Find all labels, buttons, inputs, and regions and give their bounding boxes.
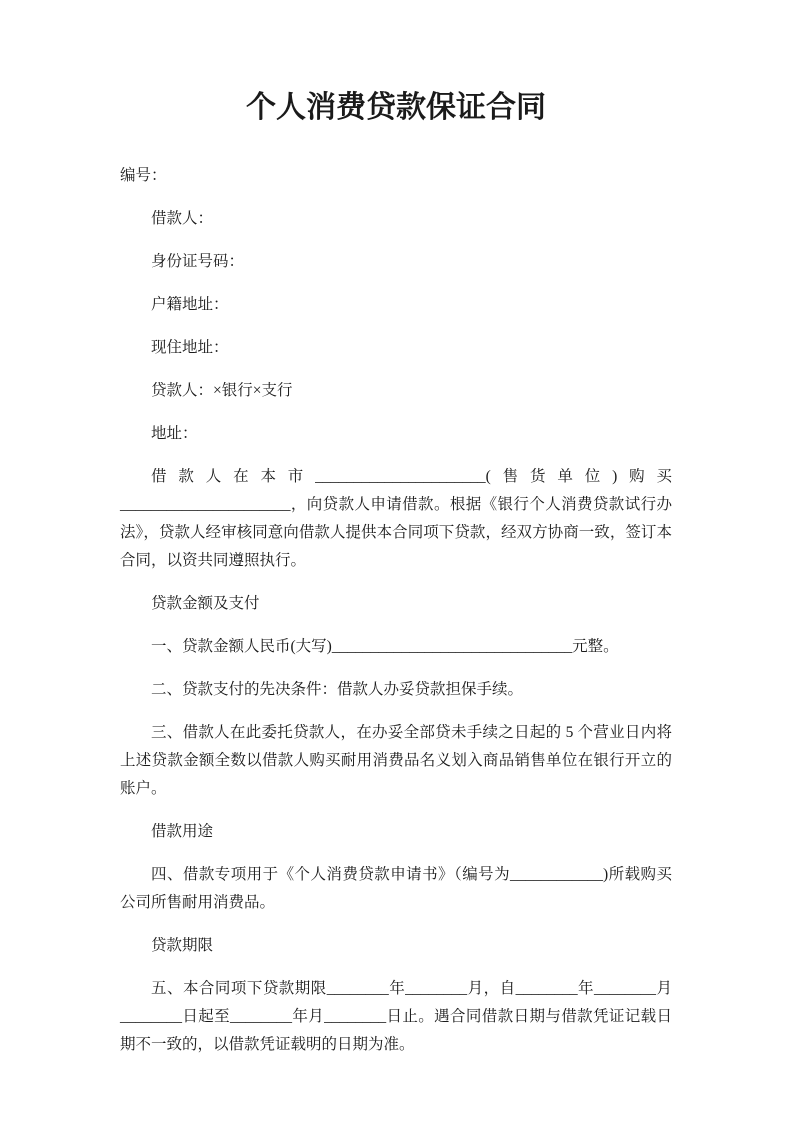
party-current-address-field: 现住地址： [151, 339, 229, 356]
clause-2-payment-precondition: 二、贷款支付的先决条件：借款人办妥贷款担保手续。 [151, 681, 524, 698]
clause-1-loan-amount: 一、贷款金额人民币(大写)_______________________________元整。 [151, 638, 619, 655]
party-id-number-field: 身份证号码： [151, 253, 245, 270]
contract-number-field: 编号： [120, 167, 167, 184]
party-registered-address-field: 户籍地址： [151, 296, 229, 313]
clause-3-transfer-instruction: 三、借款人在此委托贷款人，在办妥全部贷未手续之日起的 5 个营业日内将上述贷款金额全数以借款人购买耐用消费品名义划入商品销售单位在银行开立的账户。 [120, 724, 672, 797]
section-heading-loan-purpose: 借款用途 [151, 823, 214, 840]
party-lender-address-field: 地址： [151, 425, 198, 442]
party-borrower-field: 借款人： [151, 210, 214, 227]
clause-5-loan-term: 五、本合同项下贷款期限________年________月，自________年________月________日起至________年月________日止。遇合同借款日期与借款凭证记载日期不一致的，以借款凭证载明的日期为准。 [120, 980, 672, 1053]
section-heading-loan-term: 贷款期限 [151, 937, 214, 954]
party-lender-field: 贷款人：×银行×支行 [151, 382, 293, 399]
document-title: 个人消费贷款保证合同 [246, 91, 546, 124]
section-heading-loan-amount: 贷款金额及支付 [151, 595, 260, 612]
clause-4-loan-purpose: 四、借款专项用于《个人消费贷款申请书》（编号为____________)所载购买公司所售耐用消费品。 [120, 866, 672, 911]
intro-paragraph: 借款人在本市______________________(售货单位)购买______________________，向贷款人申请借款。根据《银行个人消费贷款试行办法》，贷款人经审核同意向借款人提供本合同项下贷款，经双方协商一致，签订本合同，以资共同遵照执行。 [120, 468, 672, 569]
